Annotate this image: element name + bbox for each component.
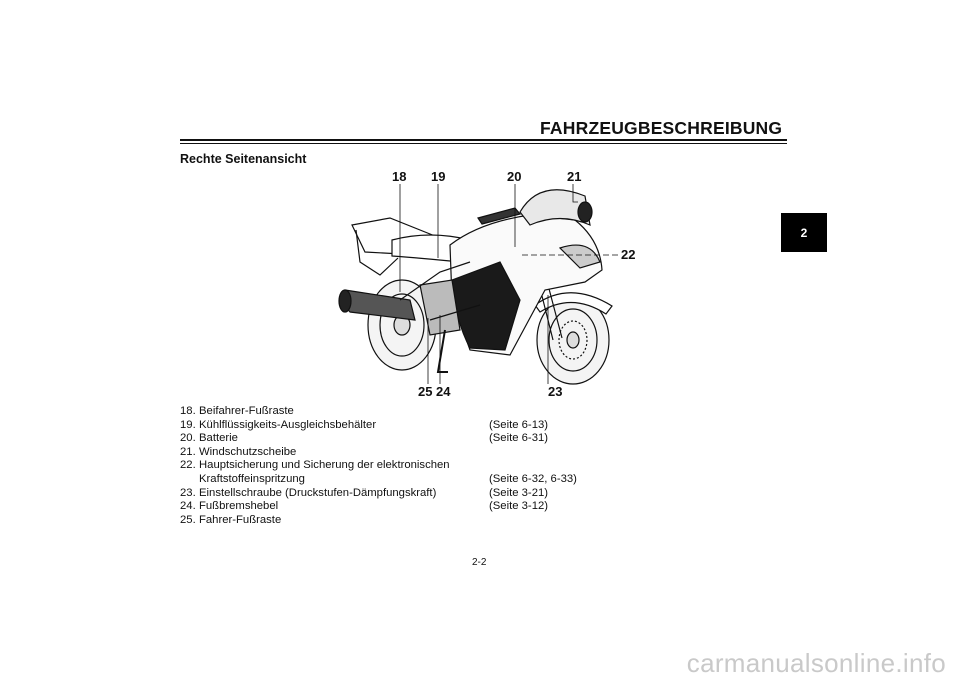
legend-page-ref: (Seite 3-12) <box>489 500 549 513</box>
legend-item <box>180 487 620 501</box>
legend-label: Batterie <box>199 432 238 445</box>
chapter-tab[interactable]: 2 <box>781 213 827 252</box>
legend-item <box>180 473 620 487</box>
legend-item <box>180 432 620 446</box>
legend-number: 24. <box>180 500 196 513</box>
section-heading: Rechte Seitenansicht <box>180 152 307 166</box>
legend-number: 22. <box>180 459 196 472</box>
page-number: 2-2 <box>472 557 487 568</box>
header-rule <box>180 139 787 141</box>
legend-label: Kraftstoffeinspritzung <box>199 472 305 485</box>
callout-22: 22 <box>621 247 636 262</box>
legend-page-ref: (Seite 6-31) <box>489 432 549 445</box>
legend-number: 20. <box>180 432 196 445</box>
legend-page-ref: (Seite 3-21) <box>489 486 549 499</box>
legend-label: Kühlflüssigkeits-Ausgleichsbehälter <box>199 418 377 431</box>
callout-21: 21 <box>567 169 582 184</box>
legend-page-ref: (Seite 6-32, 6-33) <box>489 472 577 485</box>
page-title: FAHRZEUGBESCHREIBUNG <box>540 118 783 138</box>
legend-label: Beifahrer-Fußraste <box>199 405 294 417</box>
legend-number: 18. <box>180 405 196 417</box>
header-rule-thin <box>180 143 787 144</box>
legend-label: Fahrer-Fußraste <box>199 513 282 526</box>
legend-label: Hauptsicherung und Sicherung der elektronischen <box>199 459 450 472</box>
legend-page-ref: (Seite 6-13) <box>489 418 549 431</box>
callout-20: 20 <box>507 169 522 184</box>
legend-number: 23. <box>180 486 196 499</box>
legend-number: 21. <box>180 445 196 458</box>
callout-23: 23 <box>548 384 563 399</box>
callout-18: 18 <box>392 169 407 184</box>
callout-24: 24 <box>436 384 451 399</box>
legend-item <box>180 446 620 460</box>
parts-legend <box>180 405 620 527</box>
legend-item <box>180 405 620 419</box>
legend-item <box>180 419 620 433</box>
legend-item <box>180 514 620 528</box>
motorcycle-illustration <box>330 165 640 395</box>
callout-19: 19 <box>431 169 446 184</box>
legend-label: Windschutzscheibe <box>199 445 297 458</box>
legend-number: 25. <box>180 513 196 526</box>
legend-label: Fußbremshebel <box>199 500 279 513</box>
legend-label: Einstellschraube (Druckstufen-Dämpfungskraft) <box>199 486 437 499</box>
legend-item <box>180 459 620 473</box>
legend-item <box>180 500 620 514</box>
legend-number: 19. <box>180 418 196 431</box>
watermark[interactable]: carmanualsonline.info <box>686 648 946 678</box>
callout-25: 25 <box>418 384 433 399</box>
